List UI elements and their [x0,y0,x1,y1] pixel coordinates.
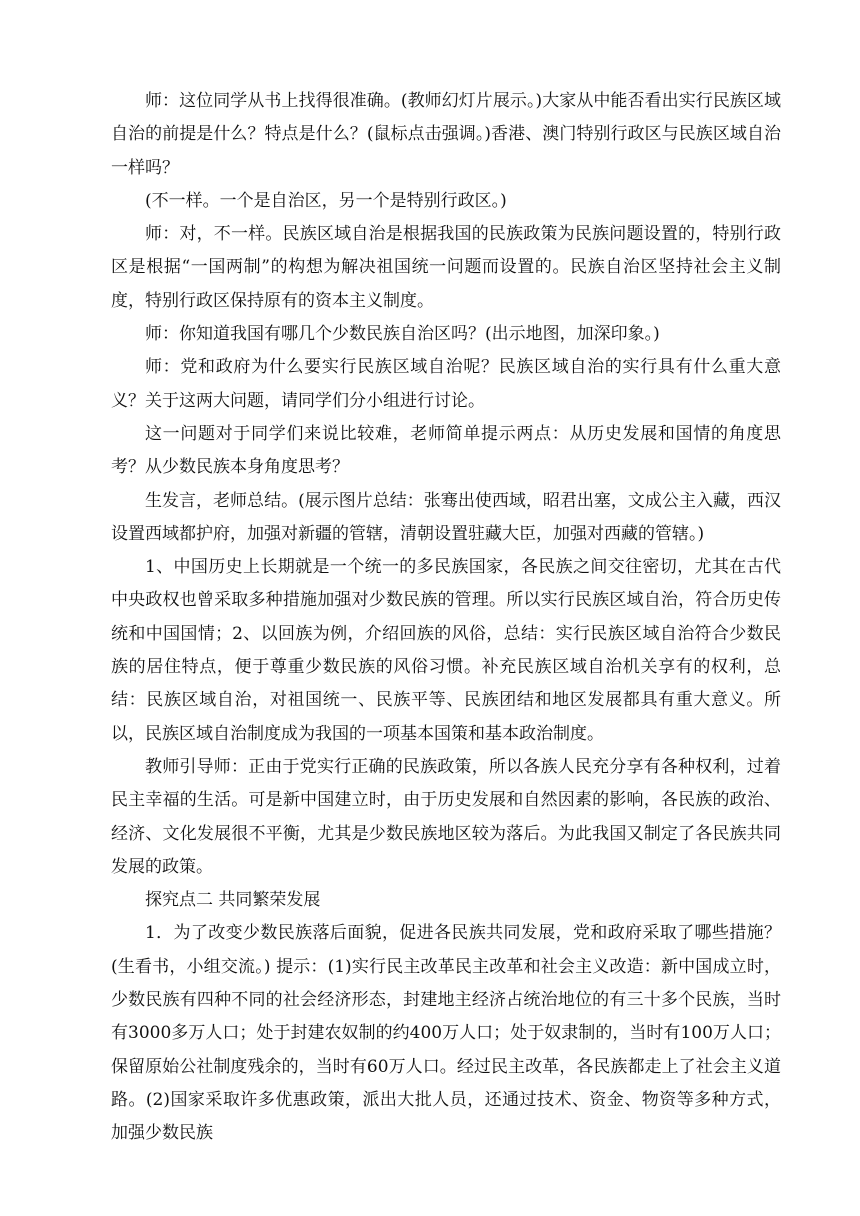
paragraph-student-answer: (不一样。一个是自治区，另一个是特别行政区。) [145,190,507,211]
paragraph-teacher-explanation: 师：对，不一样。民族区域自治是根据我国的民族政策为民族问题设置的，特别行政区是根据“一国两制”的构想为解决祖国统一问题而设置的。民族自治区坚持社会主义制度，特别行政区保持原有的资本主义制度。 [111,224,781,311]
paragraph-autonomous-regions-question: 师：你知道我国有哪几个少数民族自治区吗？(出示地图，加深印象。) [145,324,660,345]
paragraph-teacher-praise: 师：这位同学从书上找得很准确。(教师幻灯片展示。)大家从中能否看出实行民族区域自治的前提是什么？特点是什么？(鼠标点击强调。)香港、澳门特别行政区与民族区域自治一样吗？ [111,91,781,178]
paragraph-student-speech: 生发言，老师总结。(展示图片总结：张骞出使西域，昭君出塞，文成公主入藏，西汉设置西域都护府，加强对新疆的管辖，清朝设置驻藏大臣，加强对西藏的管辖。) [111,490,781,544]
document-body [111,85,781,1151]
section-heading-common-prosperity: 探究点二 共同繁荣发展 [145,890,321,911]
paragraph-discussion-prompt: 师：党和政府为什么要实行民族区域自治呢？民族区域自治的实行具有什么重大意义？关于这两大问题，请同学们分小组进行讨论。 [111,357,781,411]
paragraph-measures-question: 1．为了改变少数民族落后面貌，促进各民族共同发展，党和政府采取了哪些措施？(生看书，小组交流。) 提示：(1)实行民主改革民主改革和社会主义改造：新中国成立时，少数民族有四种不同的社会经济形态，封建地主经济占统治地位的有三十多个民族，当时有3000多万人口；处于封建农奴制的约400万人口；处于奴隶制的，当时有100万人口；保留原始公社制度残余的，当时有60万人口。经过民主改革，各民族都走上了社会主义道路。(2)国家采取许多优惠政策，派出大批人员，还通过技术、资金、物资等多种方式，加强少数民族 [111,923,781,1144]
paragraph-teacher-guidance: 教师引导师：正由于党实行正确的民族政策，所以各族人民充分享有各种权利，过着民主幸福的生活。可是新中国建立时，由于历史发展和自然因素的影响，各民族的政治、经济、文化发展很不平衡，尤其是少数民族地区较为落后。为此我国又制定了各民族共同发展的政策。 [111,756,781,877]
paragraph-summary-points: 1、中国历史上长期就是一个统一的多民族国家，各民族之间交往密切，尤其在古代中央政权也曾采取多种措施加强对少数民族的管理。所以实行民族区域自治，符合历史传统和中国国情；2、以回族为例，介绍回族的风俗，总结：实行民族区域自治符合少数民族的居住特点，便于尊重少数民族的风俗习惯。补充民族区域自治机关享有的权利，总结：民族区域自治，对祖国统一、民族平等、民族团结和地区发展都具有重大意义。所以，民族区域自治制度成为我国的一项基本国策和基本政治制度。 [111,557,781,744]
paragraph-hints: 这一问题对于同学们来说比较难，老师简单提示两点：从历史发展和国情的角度思考？从少数民族本身角度思考？ [111,423,781,478]
